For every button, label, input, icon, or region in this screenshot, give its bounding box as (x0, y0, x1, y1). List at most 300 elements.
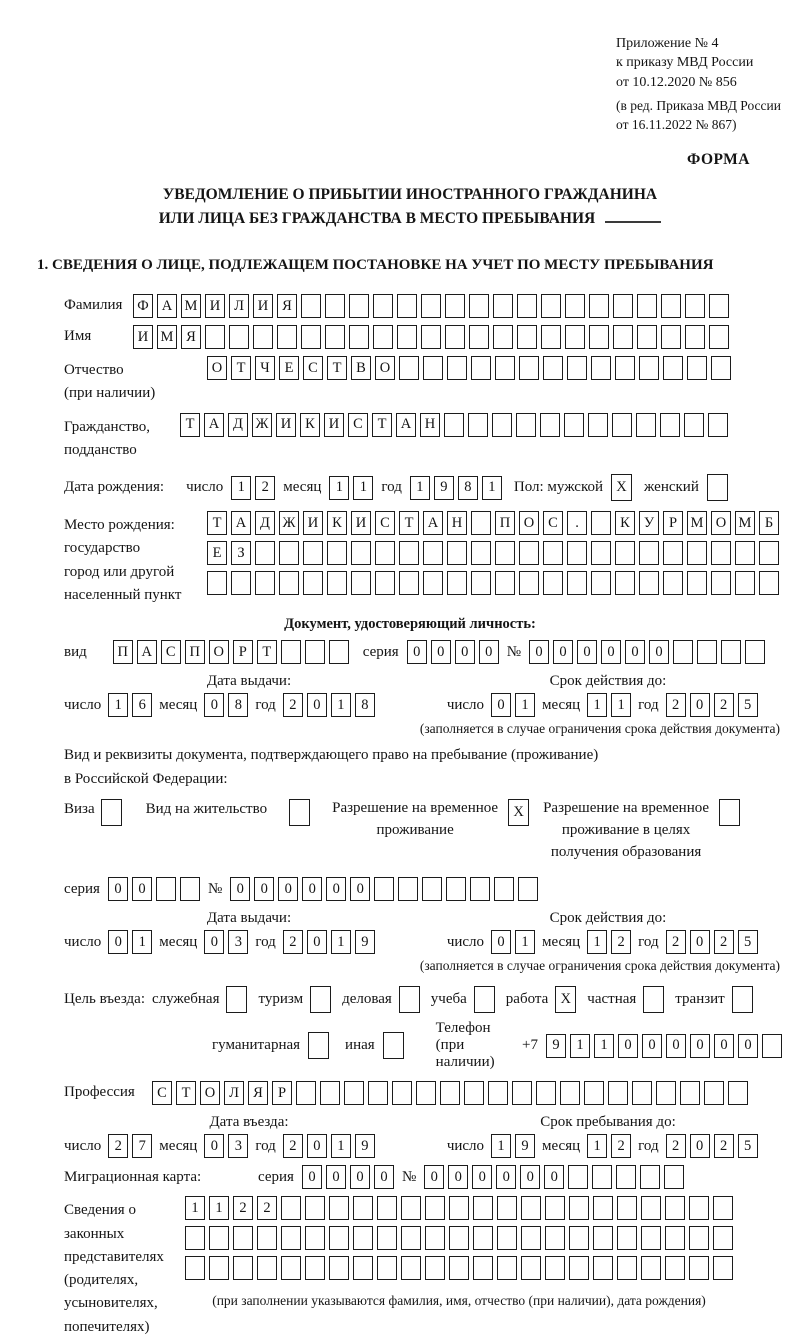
char-cell[interactable] (545, 1226, 565, 1250)
char-cell[interactable] (447, 356, 467, 380)
char-cell[interactable]: 5 (738, 693, 758, 717)
char-cell[interactable] (445, 294, 465, 318)
char-cell[interactable] (401, 1226, 421, 1250)
char-cell[interactable] (329, 1196, 349, 1220)
char-cell[interactable] (615, 571, 635, 595)
purpose-business-checkbox[interactable] (399, 986, 420, 1013)
char-cell[interactable]: 0 (491, 930, 511, 954)
char-cell[interactable]: А (204, 413, 224, 437)
residence-issue-month-input[interactable] (204, 930, 248, 954)
char-cell[interactable]: 2 (714, 930, 734, 954)
char-cell[interactable]: 9 (355, 1134, 375, 1158)
char-cell[interactable] (226, 986, 247, 1013)
char-cell[interactable] (661, 325, 681, 349)
char-cell[interactable] (377, 1226, 397, 1250)
identity-expiry-month-input[interactable] (587, 693, 631, 717)
stay-month-input[interactable] (587, 1134, 631, 1158)
char-cell[interactable] (689, 1226, 709, 1250)
purpose-work-checkbox[interactable] (555, 986, 576, 1013)
char-cell[interactable] (593, 1196, 613, 1220)
char-cell[interactable] (612, 413, 632, 437)
char-cell[interactable] (613, 294, 633, 318)
char-cell[interactable]: В (351, 356, 371, 380)
char-cell[interactable] (613, 325, 633, 349)
char-cell[interactable]: Л (224, 1081, 244, 1105)
purpose-tourism-checkbox[interactable] (310, 986, 331, 1013)
char-cell[interactable]: 0 (642, 1034, 662, 1058)
char-cell[interactable] (353, 1226, 373, 1250)
char-cell[interactable] (423, 571, 443, 595)
char-cell[interactable] (473, 1256, 493, 1280)
char-cell[interactable] (425, 1226, 445, 1250)
char-cell[interactable]: Д (255, 511, 275, 535)
char-cell[interactable]: 2 (283, 930, 303, 954)
char-cell[interactable] (545, 1256, 565, 1280)
char-cell[interactable]: 1 (353, 476, 373, 500)
birth-month-input[interactable] (329, 476, 373, 500)
char-cell[interactable] (689, 1256, 709, 1280)
stay-year-input[interactable] (666, 1134, 758, 1158)
entry-day-input[interactable] (108, 1134, 152, 1158)
char-cell[interactable] (449, 1256, 469, 1280)
char-cell[interactable] (664, 1165, 684, 1189)
char-cell[interactable]: 8 (228, 693, 248, 717)
char-cell[interactable]: 0 (302, 1165, 322, 1189)
residence-issue-day-input[interactable] (108, 930, 152, 954)
residence-expiry-year-input[interactable] (666, 930, 758, 954)
char-cell[interactable]: Я (277, 294, 297, 318)
char-cell[interactable] (399, 356, 419, 380)
char-cell[interactable] (399, 571, 419, 595)
char-cell[interactable]: О (711, 511, 731, 535)
char-cell[interactable]: Т (176, 1081, 196, 1105)
char-cell[interactable] (663, 356, 683, 380)
char-cell[interactable]: Ф (133, 294, 153, 318)
purpose-transit-checkbox[interactable] (732, 986, 753, 1013)
char-cell[interactable] (180, 877, 200, 901)
char-cell[interactable] (687, 571, 707, 595)
char-cell[interactable] (591, 571, 611, 595)
char-cell[interactable]: 0 (278, 877, 298, 901)
char-cell[interactable] (257, 1256, 277, 1280)
char-cell[interactable] (327, 541, 347, 565)
char-cell[interactable] (301, 294, 321, 318)
char-cell[interactable] (567, 541, 587, 565)
char-cell[interactable] (281, 640, 301, 664)
char-cell[interactable]: 2 (283, 1134, 303, 1158)
entry-year-input[interactable] (283, 1134, 375, 1158)
char-cell[interactable]: 1 (611, 693, 631, 717)
char-cell[interactable]: 2 (233, 1196, 253, 1220)
char-cell[interactable]: Т (207, 511, 227, 535)
char-cell[interactable]: 0 (455, 640, 475, 664)
char-cell[interactable]: 0 (431, 640, 451, 664)
char-cell[interactable] (495, 356, 515, 380)
char-cell[interactable] (564, 413, 584, 437)
char-cell[interactable] (440, 1081, 460, 1105)
char-cell[interactable]: 1 (570, 1034, 590, 1058)
char-cell[interactable] (569, 1226, 589, 1250)
char-cell[interactable]: Ж (279, 511, 299, 535)
char-cell[interactable] (279, 571, 299, 595)
char-cell[interactable] (708, 413, 728, 437)
char-cell[interactable] (349, 294, 369, 318)
char-cell[interactable] (305, 1196, 325, 1220)
char-cell[interactable]: И (253, 294, 273, 318)
char-cell[interactable] (209, 1226, 229, 1250)
char-cell[interactable] (641, 1196, 661, 1220)
char-cell[interactable] (329, 640, 349, 664)
patronymic-input[interactable] (207, 356, 731, 380)
char-cell[interactable]: 3 (228, 930, 248, 954)
char-cell[interactable] (565, 325, 585, 349)
char-cell[interactable] (685, 325, 705, 349)
char-cell[interactable] (615, 356, 635, 380)
char-cell[interactable] (401, 1256, 421, 1280)
char-cell[interactable] (687, 541, 707, 565)
char-cell[interactable] (543, 356, 563, 380)
char-cell[interactable] (640, 1165, 660, 1189)
char-cell[interactable] (569, 1196, 589, 1220)
char-cell[interactable]: Е (279, 356, 299, 380)
char-cell[interactable] (591, 541, 611, 565)
char-cell[interactable]: 1 (331, 1134, 351, 1158)
char-cell[interactable] (156, 877, 176, 901)
char-cell[interactable] (447, 571, 467, 595)
char-cell[interactable] (449, 1226, 469, 1250)
char-cell[interactable]: 0 (350, 877, 370, 901)
sex-female-checkbox[interactable] (707, 474, 728, 501)
char-cell[interactable]: Н (447, 511, 467, 535)
char-cell[interactable] (229, 325, 249, 349)
char-cell[interactable] (637, 294, 657, 318)
char-cell[interactable]: 0 (374, 1165, 394, 1189)
char-cell[interactable]: 0 (690, 1034, 710, 1058)
char-cell[interactable] (543, 541, 563, 565)
char-cell[interactable]: П (495, 511, 515, 535)
char-cell[interactable]: 2 (108, 1134, 128, 1158)
char-cell[interactable] (759, 541, 779, 565)
char-cell[interactable] (253, 325, 273, 349)
char-cell[interactable] (759, 571, 779, 595)
char-cell[interactable]: 0 (448, 1165, 468, 1189)
char-cell[interactable]: 0 (529, 640, 549, 664)
char-cell[interactable]: 1 (185, 1196, 205, 1220)
char-cell[interactable] (493, 294, 513, 318)
char-cell[interactable]: 2 (714, 693, 734, 717)
char-cell[interactable]: 0 (649, 640, 669, 664)
char-cell[interactable]: 1 (491, 1134, 511, 1158)
char-cell[interactable]: 5 (738, 930, 758, 954)
char-cell[interactable]: И (324, 413, 344, 437)
char-cell[interactable]: 0 (350, 1165, 370, 1189)
char-cell[interactable] (517, 294, 537, 318)
char-cell[interactable] (185, 1226, 205, 1250)
char-cell[interactable]: 1 (587, 693, 607, 717)
char-cell[interactable]: А (423, 511, 443, 535)
char-cell[interactable]: 1 (587, 930, 607, 954)
char-cell[interactable]: 0 (307, 930, 327, 954)
char-cell[interactable]: 0 (204, 693, 224, 717)
residence-number-input[interactable] (230, 877, 538, 901)
char-cell[interactable] (704, 1081, 724, 1105)
char-cell[interactable]: Б (759, 511, 779, 535)
char-cell[interactable]: 1 (331, 693, 351, 717)
char-cell[interactable]: Н (420, 413, 440, 437)
char-cell[interactable]: Т (257, 640, 277, 664)
char-cell[interactable] (325, 325, 345, 349)
identity-issue-month-input[interactable] (204, 693, 248, 717)
char-cell[interactable] (449, 1196, 469, 1220)
char-cell[interactable]: И (351, 511, 371, 535)
char-cell[interactable] (519, 356, 539, 380)
char-cell[interactable] (709, 294, 729, 318)
residence-expiry-day-input[interactable] (491, 930, 535, 954)
char-cell[interactable] (301, 325, 321, 349)
char-cell[interactable] (281, 1226, 301, 1250)
char-cell[interactable] (444, 413, 464, 437)
char-cell[interactable]: Т (231, 356, 251, 380)
char-cell[interactable] (593, 1226, 613, 1250)
char-cell[interactable] (205, 325, 225, 349)
char-cell[interactable] (375, 571, 395, 595)
given-name-input[interactable] (133, 325, 729, 349)
char-cell[interactable] (473, 1196, 493, 1220)
char-cell[interactable]: 2 (611, 930, 631, 954)
char-cell[interactable]: С (161, 640, 181, 664)
char-cell[interactable] (373, 294, 393, 318)
char-cell[interactable] (399, 541, 419, 565)
char-cell[interactable] (325, 294, 345, 318)
char-cell[interactable] (536, 1081, 556, 1105)
char-cell[interactable] (373, 325, 393, 349)
char-cell[interactable] (296, 1081, 316, 1105)
char-cell[interactable] (281, 1196, 301, 1220)
char-cell[interactable] (519, 571, 539, 595)
char-cell[interactable] (470, 877, 490, 901)
char-cell[interactable] (351, 541, 371, 565)
identity-issue-year-input[interactable] (283, 693, 375, 717)
char-cell[interactable] (277, 325, 297, 349)
char-cell[interactable]: 0 (307, 693, 327, 717)
purpose-other-checkbox[interactable] (383, 1032, 404, 1059)
char-cell[interactable] (732, 986, 753, 1013)
char-cell[interactable]: Т (372, 413, 392, 437)
char-cell[interactable] (545, 1196, 565, 1220)
char-cell[interactable]: 9 (355, 930, 375, 954)
stay-day-input[interactable] (491, 1134, 535, 1158)
representatives-input-line3[interactable] (185, 1256, 733, 1280)
char-cell[interactable] (310, 986, 331, 1013)
char-cell[interactable] (588, 413, 608, 437)
char-cell[interactable]: 0 (407, 640, 427, 664)
char-cell[interactable] (521, 1226, 541, 1250)
char-cell[interactable] (471, 541, 491, 565)
char-cell[interactable]: Я (181, 325, 201, 349)
char-cell[interactable]: О (375, 356, 395, 380)
char-cell[interactable] (349, 325, 369, 349)
char-cell[interactable] (468, 413, 488, 437)
char-cell[interactable]: 0 (108, 930, 128, 954)
char-cell[interactable] (375, 541, 395, 565)
char-cell[interactable] (565, 294, 585, 318)
birth-place-input-line1[interactable] (207, 511, 779, 535)
identity-issue-day-input[interactable] (108, 693, 152, 717)
char-cell[interactable] (543, 571, 563, 595)
representatives-input-line1[interactable] (185, 1196, 733, 1220)
char-cell[interactable]: X (611, 474, 632, 501)
char-cell[interactable] (711, 356, 731, 380)
char-cell[interactable]: 0 (326, 1165, 346, 1189)
char-cell[interactable] (516, 413, 536, 437)
char-cell[interactable]: Е (207, 541, 227, 565)
char-cell[interactable]: Д (228, 413, 248, 437)
char-cell[interactable]: 0 (520, 1165, 540, 1189)
char-cell[interactable] (397, 294, 417, 318)
char-cell[interactable] (593, 1256, 613, 1280)
char-cell[interactable] (521, 1256, 541, 1280)
char-cell[interactable] (639, 541, 659, 565)
char-cell[interactable] (495, 571, 515, 595)
char-cell[interactable] (374, 877, 394, 901)
char-cell[interactable]: С (348, 413, 368, 437)
char-cell[interactable]: 0 (230, 877, 250, 901)
char-cell[interactable] (423, 356, 443, 380)
char-cell[interactable]: С (303, 356, 323, 380)
char-cell[interactable] (303, 571, 323, 595)
char-cell[interactable] (685, 294, 705, 318)
char-cell[interactable]: 2 (611, 1134, 631, 1158)
char-cell[interactable] (101, 799, 122, 826)
char-cell[interactable] (353, 1196, 373, 1220)
sex-male-checkbox[interactable] (611, 474, 632, 501)
residence-series-input[interactable] (108, 877, 200, 901)
char-cell[interactable]: К (615, 511, 635, 535)
char-cell[interactable]: 2 (283, 693, 303, 717)
char-cell[interactable] (616, 1165, 636, 1189)
char-cell[interactable] (711, 571, 731, 595)
char-cell[interactable] (707, 474, 728, 501)
char-cell[interactable]: 1 (410, 476, 430, 500)
representatives-input-line2[interactable] (185, 1226, 733, 1250)
char-cell[interactable]: Т (327, 356, 347, 380)
char-cell[interactable] (709, 325, 729, 349)
visa-checkbox[interactable] (101, 799, 122, 826)
identity-expiry-year-input[interactable] (666, 693, 758, 717)
char-cell[interactable] (762, 1034, 782, 1058)
char-cell[interactable] (279, 541, 299, 565)
char-cell[interactable] (488, 1081, 508, 1105)
char-cell[interactable]: 0 (690, 1134, 710, 1158)
char-cell[interactable] (327, 571, 347, 595)
char-cell[interactable] (474, 986, 495, 1013)
entry-month-input[interactable] (204, 1134, 248, 1158)
char-cell[interactable] (281, 1256, 301, 1280)
char-cell[interactable] (687, 356, 707, 380)
char-cell[interactable]: 2 (666, 930, 686, 954)
char-cell[interactable] (665, 1196, 685, 1220)
char-cell[interactable]: 0 (618, 1034, 638, 1058)
char-cell[interactable] (305, 640, 325, 664)
char-cell[interactable] (425, 1196, 445, 1220)
char-cell[interactable] (684, 413, 704, 437)
char-cell[interactable] (494, 877, 514, 901)
char-cell[interactable]: Т (180, 413, 200, 437)
birth-year-input[interactable] (410, 476, 502, 500)
char-cell[interactable]: 5 (738, 1134, 758, 1158)
char-cell[interactable] (680, 1081, 700, 1105)
char-cell[interactable] (344, 1081, 364, 1105)
char-cell[interactable] (305, 1256, 325, 1280)
char-cell[interactable]: Р (663, 511, 683, 535)
char-cell[interactable] (617, 1196, 637, 1220)
char-cell[interactable] (567, 571, 587, 595)
char-cell[interactable] (589, 294, 609, 318)
char-cell[interactable]: 1 (482, 476, 502, 500)
char-cell[interactable] (398, 877, 418, 901)
char-cell[interactable] (303, 541, 323, 565)
char-cell[interactable]: 0 (472, 1165, 492, 1189)
char-cell[interactable] (713, 1196, 733, 1220)
char-cell[interactable] (713, 1256, 733, 1280)
birth-place-input-line2[interactable] (207, 541, 779, 565)
char-cell[interactable]: 0 (625, 640, 645, 664)
birth-day-input[interactable] (231, 476, 275, 500)
char-cell[interactable] (401, 1196, 421, 1220)
rvp-education-checkbox[interactable] (719, 799, 740, 826)
char-cell[interactable] (589, 325, 609, 349)
char-cell[interactable]: 2 (666, 693, 686, 717)
char-cell[interactable]: 0 (496, 1165, 516, 1189)
char-cell[interactable]: И (303, 511, 323, 535)
char-cell[interactable]: 3 (228, 1134, 248, 1158)
char-cell[interactable] (728, 1081, 748, 1105)
char-cell[interactable]: М (157, 325, 177, 349)
char-cell[interactable] (615, 541, 635, 565)
char-cell[interactable]: 0 (690, 930, 710, 954)
char-cell[interactable] (569, 1256, 589, 1280)
char-cell[interactable]: 0 (302, 877, 322, 901)
char-cell[interactable]: 1 (108, 693, 128, 717)
char-cell[interactable] (416, 1081, 436, 1105)
char-cell[interactable]: X (508, 799, 529, 826)
char-cell[interactable] (305, 1226, 325, 1250)
char-cell[interactable]: 1 (329, 476, 349, 500)
char-cell[interactable] (423, 541, 443, 565)
char-cell[interactable]: О (209, 640, 229, 664)
char-cell[interactable] (383, 1032, 404, 1059)
char-cell[interactable] (446, 877, 466, 901)
char-cell[interactable]: 1 (515, 693, 535, 717)
char-cell[interactable]: У (639, 511, 659, 535)
char-cell[interactable] (233, 1256, 253, 1280)
char-cell[interactable]: О (200, 1081, 220, 1105)
char-cell[interactable]: М (687, 511, 707, 535)
char-cell[interactable]: 0 (577, 640, 597, 664)
char-cell[interactable]: И (133, 325, 153, 349)
char-cell[interactable]: А (231, 511, 251, 535)
identity-kind-input[interactable] (113, 640, 349, 664)
char-cell[interactable] (560, 1081, 580, 1105)
char-cell[interactable]: 2 (257, 1196, 277, 1220)
migration-series-input[interactable] (302, 1165, 394, 1189)
char-cell[interactable] (308, 1032, 329, 1059)
char-cell[interactable] (351, 571, 371, 595)
char-cell[interactable]: 0 (204, 1134, 224, 1158)
char-cell[interactable] (665, 1256, 685, 1280)
char-cell[interactable] (632, 1081, 652, 1105)
char-cell[interactable] (471, 571, 491, 595)
